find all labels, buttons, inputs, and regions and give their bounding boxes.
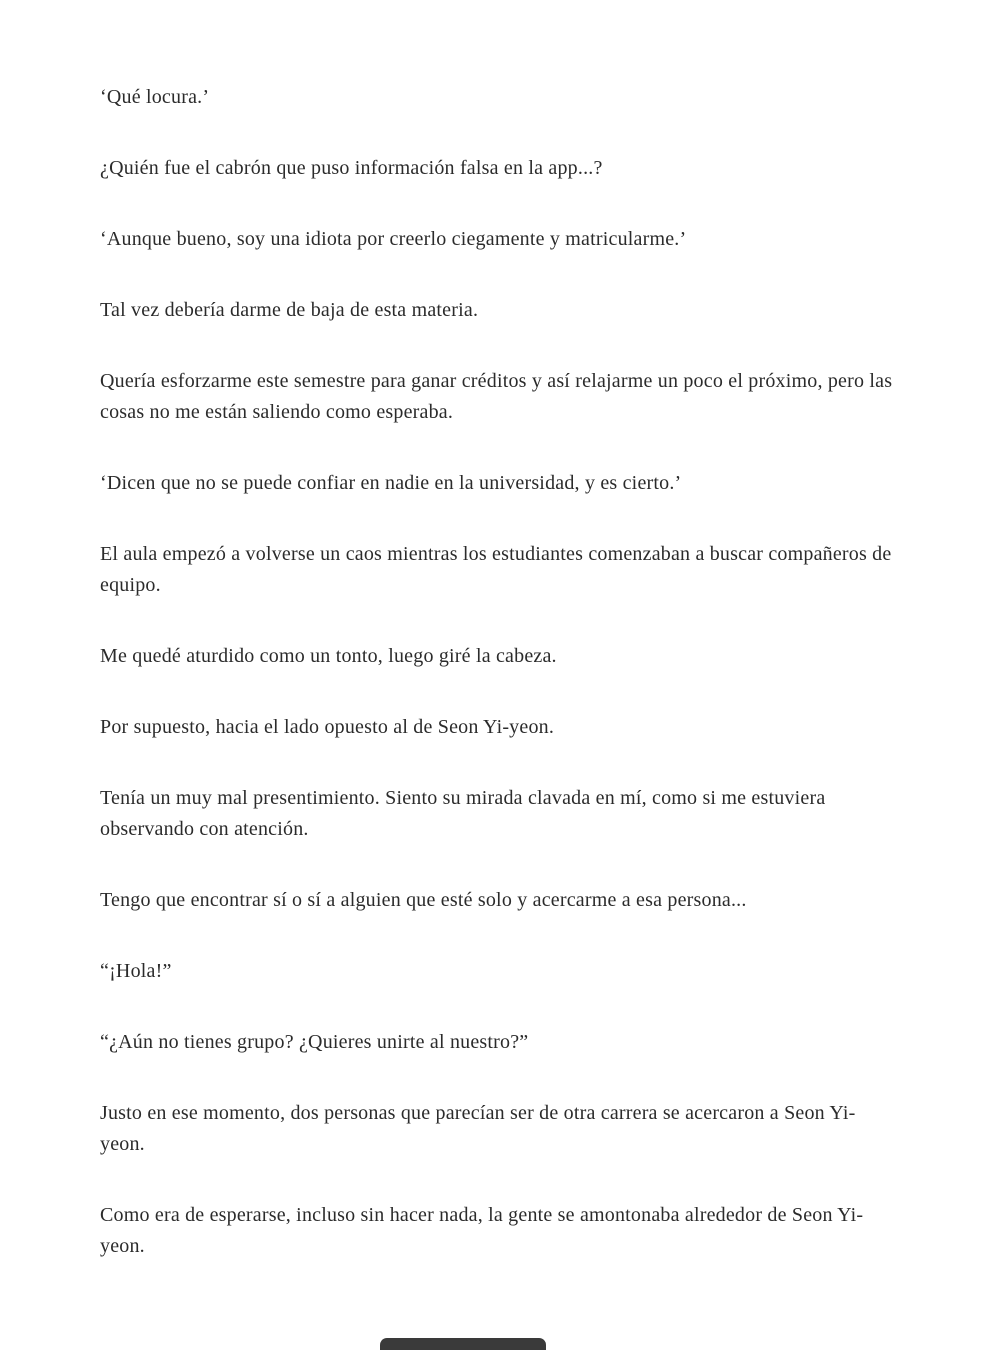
paragraph: ‘Aunque bueno, soy una idiota por creerlo ciegamente y matricularme.’ xyxy=(100,228,687,250)
paragraph: Tenía un muy mal presentimiento. Siento su mirada clavada en mí, como si me estuviera observando con atención. xyxy=(100,787,826,840)
paragraph: Quería esforzarme este semestre para ganar créditos y así relajarme un poco el próximo, pero las cosas no me están saliendo como esperaba. xyxy=(100,370,893,423)
paragraph: Tengo que encontrar sí o sí a alguien que esté solo y acercarme a esa persona... xyxy=(100,889,747,911)
paragraph: ¿Quién fue el cabrón que puso información falsa en la app...? xyxy=(100,157,603,179)
paragraph: Me quedé aturdido como un tonto, luego giré la cabeza. xyxy=(100,645,557,667)
paragraph: Tal vez debería darme de baja de esta materia. xyxy=(100,299,479,321)
paragraph: Como era de esperarse, incluso sin hacer nada, la gente se amontonaba alrededor de Seon Yi-yeon. xyxy=(100,1204,864,1257)
paragraph: “¿Aún no tienes grupo? ¿Quieres unirte al nuestro?” xyxy=(100,1031,529,1053)
bottom-toolbar-partial[interactable] xyxy=(380,1338,546,1350)
paragraph: Por supuesto, hacia el lado opuesto al de Seon Yi-yeon. xyxy=(100,716,555,738)
paragraph: El aula empezó a volverse un caos mientras los estudiantes comenzaban a buscar compañeros de equipo. xyxy=(100,543,892,596)
paragraph: Justo en ese momento, dos personas que parecían ser de otra carrera se acercaron a Seon Yi-yeon. xyxy=(100,1102,856,1155)
paragraph: “¡Hola!” xyxy=(100,960,172,982)
paragraph: ‘Dicen que no se puede confiar en nadie en la universidad, y es cierto.’ xyxy=(100,472,682,494)
paragraph: ‘Qué locura.’ xyxy=(100,86,210,108)
